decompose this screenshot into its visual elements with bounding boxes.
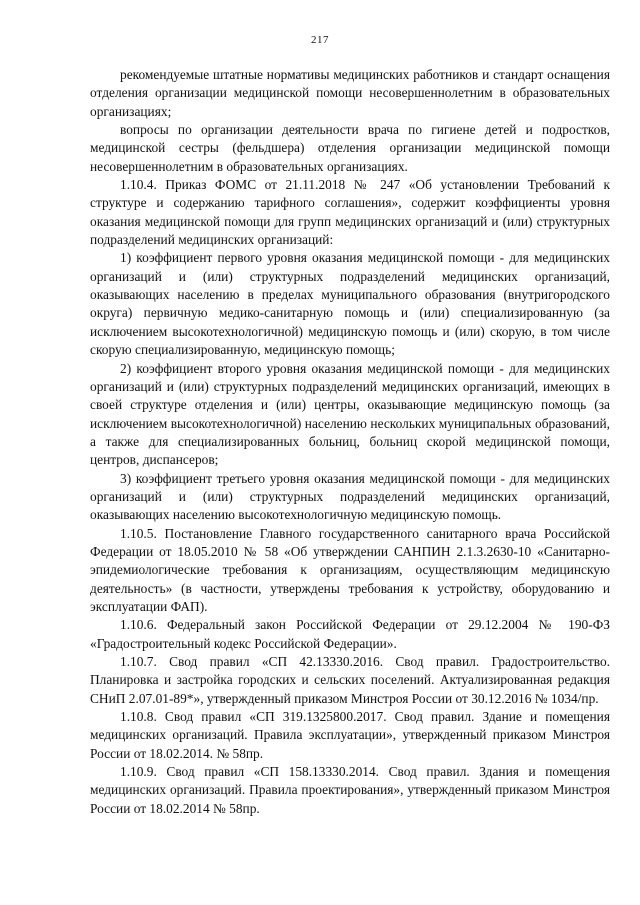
paragraph-level-2: 2) коэффициент второго уровня оказания медицинской помощи - для медицинских организаций и (или) структурных подразделений медицинских организаций, имеющих в своей структуре отделения и (или) центры, оказывающие медицинскую помощь (за исключением высокотехнологичной) населению нескольких муниципальных образований, а также для специализированных больниц, больниц скорой медицинской помощи, центров, диспансеров; <box>90 360 610 468</box>
paragraph-federal-law: 1.10.6. Федеральный закон Российской Федерации от 29.12.2004 № 190-ФЗ «Градостроительный кодекс Российской Федерации». <box>90 617 610 651</box>
paragraph-level-1: 1) коэффициент первого уровня оказания медицинской помощи - для медицинских организаций и (или) структурных подразделений медицинских организаций, оказывающих населению в пределах муниципального образования (внутригородского округа) первичную медико-санитарную помощь и (или) специализированную (за исключением высокотехнологичной) медицинскую помощь и (или) скорую, в том числе скорую специализированную, медицинскую помощь; <box>90 250 610 358</box>
paragraph-sp-319: 1.10.8. Свод правил «СП 319.1325800.2017. Свод правил. Здание и помещения медицинских организаций. Правила эксплуатации», утвержденный приказом Минстроя России от 18.02.2014. № 58пр. <box>90 709 610 761</box>
paragraph-level-3: 3) коэффициент третьего уровня оказания медицинской помощи - для медицинских организаций и (или) структурных подразделений медицинских организаций, оказывающих населению высокотехнологичную медицинскую помощь. <box>90 470 610 523</box>
paragraph-sp-42: 1.10.7. Свод правил «СП 42.13330.2016. Свод правил. Градостроительство. Планировка и застройка городских и сельских поселений. Актуализированная редакция СНиП 2.07.01-89*», утвержденный приказом Минстроя России от 30.12.2016 № 1034/пр. <box>90 654 610 706</box>
paragraph-staffing-standards: рекомендуемые штатные нормативы медицинских работников и стандарт оснащения отделения организации медицинской помощи несовершеннолетним в образовательных организациях; <box>90 67 610 119</box>
document-body <box>90 66 610 818</box>
paragraph-foms-order: 1.10.4. Приказ ФОМС от 21.11.2018 № 247 «Об установлении Требований к структуре и содержанию тарифного соглашения», содержит коэффициенты уровня оказания медицинской помощи для групп медицинских организаций и (или) структурных подразделений медицинских организаций: <box>90 177 610 248</box>
paragraph-sp-158: 1.10.9. Свод правил «СП 158.13330.2014. Свод правил. Здания и помещения медицинских организаций. Правила проектирования», утвержденный приказом Минстроя России от 18.02.2014 № 58пр. <box>90 764 610 816</box>
paragraph-hygiene-doctor: вопросы по организации деятельности врача по гигиене детей и подростков, медицинской сестры (фельдшера) отделения организации медицинской помощи несовершеннолетним в образовательных организациях. <box>90 122 610 174</box>
paragraph-sanpin: 1.10.5. Постановление Главного государственного санитарного врача Российской Федерации от 18.05.2010 № 58 «Об утверждении САНПИН 2.1.3.2630-10 «Санитарно-эпидемиологические требования к организациям, осуществляющим медицинскую деятельность» (в частности, утверждены требования к устройству, оборудованию и эксплуатации ФАП). <box>90 525 610 614</box>
page-number: 217 <box>311 34 329 46</box>
